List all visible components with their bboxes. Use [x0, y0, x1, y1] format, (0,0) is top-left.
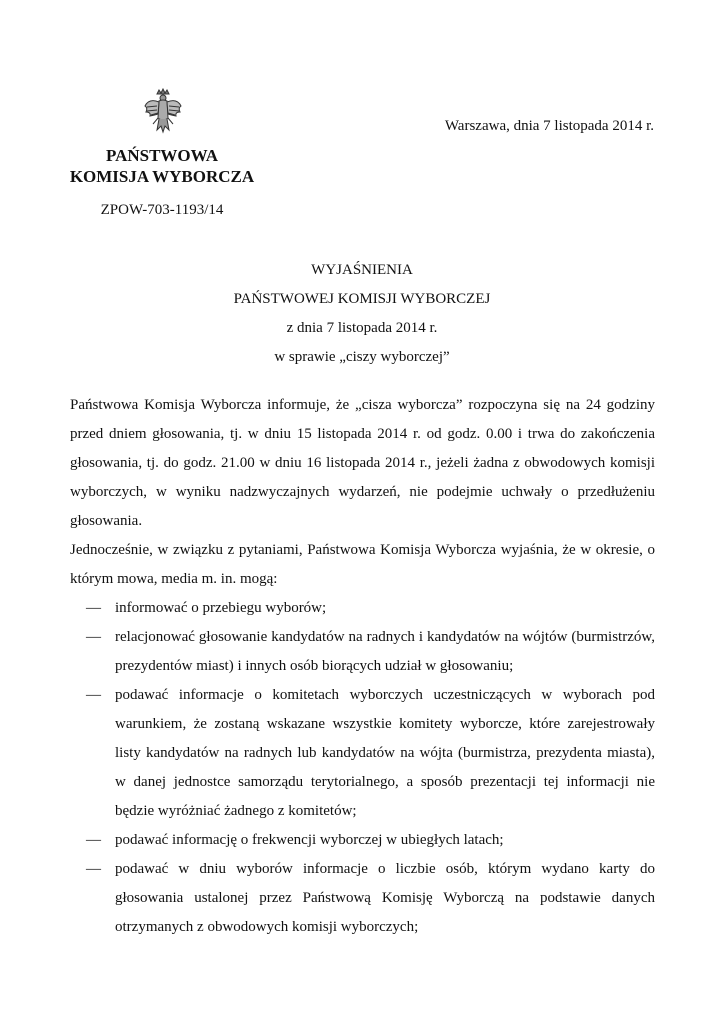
place-date: Warszawa, dnia 7 listopada 2014 r.: [444, 118, 654, 134]
list-item-text: podawać w dniu wyborów informacje o liczbie osób, którym wydano karty do głosowania ustalonej przez Państwową Komisję Wyborczą na podstawie danych otrzymanych z obwodowych komisji wyborczych;: [115, 861, 655, 935]
document-title: [70, 256, 654, 372]
title-line1: WYJAŚNIENIA: [311, 262, 413, 278]
list-item: [70, 623, 655, 681]
list-item: [70, 594, 655, 623]
list-item-text: podawać informacje o komitetach wyborczych uczestniczących w wyborach pod warunkiem, że zostaną wskazane wszystkie komitety wyborcze, które zarejestrowały listy kandydatów na radnych lub kandydatów na wójta (burmistrza, prezydenta miasta), w danej jednostce samorządu terytorialnego, a sposób prezentacji tej informacji nie będzie wyróżniać żadnego z komitetów;: [115, 687, 655, 819]
document-body: [70, 391, 655, 942]
permissions-list: [70, 594, 655, 942]
dash-bullet: —: [86, 629, 101, 645]
list-item: [70, 855, 655, 942]
paragraph-2: Jednocześnie, w związku z pytaniami, Państwowa Komisja Wyborcza wyjaśnia, że w okresie, o którym mowa, media m. in. mogą:: [70, 542, 655, 587]
title-line4: w sprawie „ciszy wyborczej”: [274, 349, 450, 365]
paragraph-1: Państwowa Komisja Wyborcza informuje, że „cisza wyborcza” rozpoczyna się na 24 godziny przed dniem głosowania, tj. w dniu 15 listopada 2014 r. od godz. 0.00 i trwa do zakończenia głosowania, tj. do godz. 21.00 w dniu 16 listopada 2014 r., jeżeli żadna z obwodowych komisji wyborczych, w wyniku nadzwyczajnych wydarzeń, nie podejmie uchwały o przedłużeniu głosowania.: [70, 397, 655, 529]
list-item-text: podawać informację o frekwencji wyborczej w ubiegłych latach;: [115, 832, 504, 848]
list-item-text: informować o przebiegu wyborów;: [115, 600, 327, 616]
org-name-line1: PAŃSTWOWA: [105, 146, 219, 165]
dash-bullet: —: [86, 687, 101, 703]
list-item-text: relacjonować głosowanie kandydatów na radnych i kandydatów na wójtów (burmistrzów, prezydentów miast) i innych osób biorących udział w głosowaniu;: [115, 629, 655, 674]
dash-bullet: —: [86, 861, 101, 877]
title-line2: PAŃSTWOWEJ KOMISJI WYBORCZEJ: [233, 291, 491, 307]
polish-eagle-emblem-icon: [143, 88, 183, 136]
org-name-line2: KOMISJA WYBORCZA: [69, 167, 255, 186]
reference-number: ZPOW-703-1193/14: [100, 202, 224, 218]
list-item: [70, 826, 655, 855]
list-item: [70, 681, 655, 826]
title-line3: z dnia 7 listopada 2014 r.: [286, 320, 438, 336]
dash-bullet: —: [86, 600, 101, 616]
dash-bullet: —: [86, 832, 101, 848]
